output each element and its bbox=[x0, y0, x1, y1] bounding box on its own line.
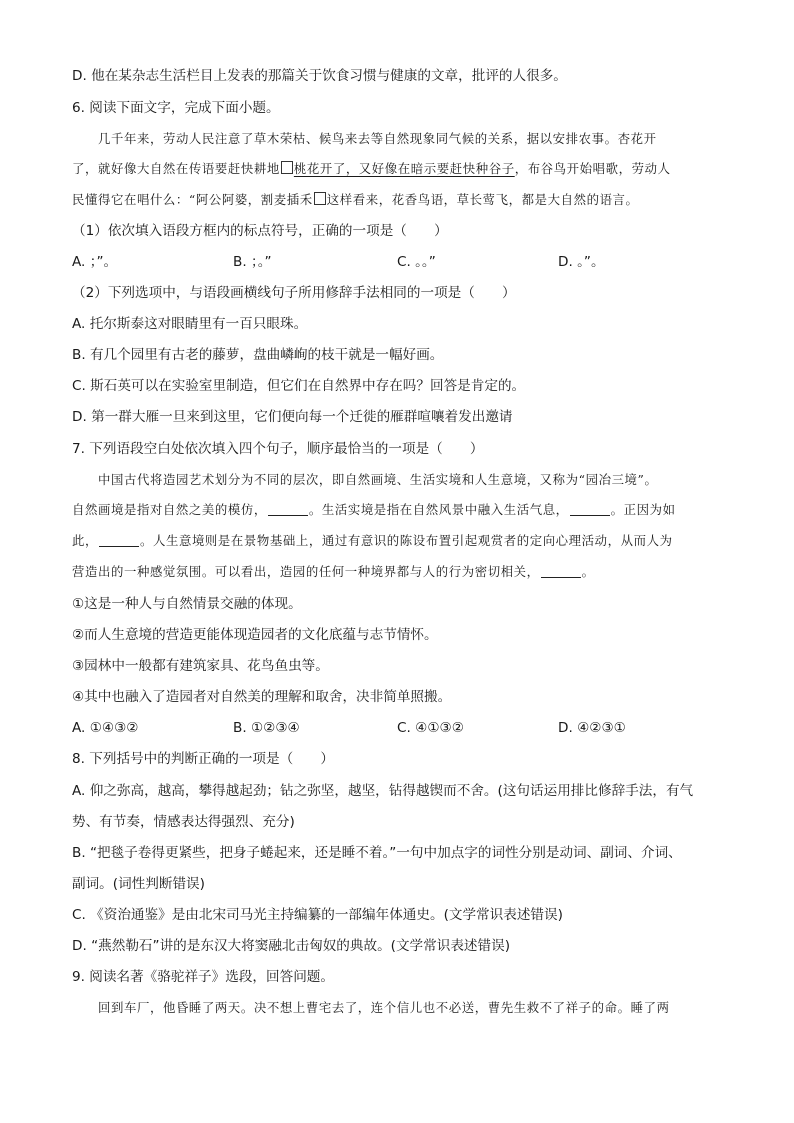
q7-passage-text: 。 bbox=[581, 564, 595, 579]
q6-passage-text: 了，就好像大自然在传语要赶快耕地 bbox=[72, 161, 280, 176]
q6-heading: 6. 阅读下面文字，完成下面小题。 bbox=[72, 100, 280, 116]
q6-passage-text: ，布谷鸟开始唱歌，劳动人 bbox=[514, 161, 671, 176]
q7-passage-text: 自然画境是指对自然之美的模仿， bbox=[72, 502, 267, 517]
q7-heading: 7. 下列语段空白处依次填入四个句子，顺序最恰当的一项是（ ） bbox=[72, 441, 484, 457]
q8-option-a-line-1[interactable]: A. 仰之弥高，越高，攀得越起劲；钻之弥坚，越坚，钻得越锲而不舍。(这句话运用排比修辞手法，有气 bbox=[72, 783, 694, 799]
q7-passage-text: 此， bbox=[72, 533, 98, 548]
q7-option-a[interactable]: A. ①④③② bbox=[72, 720, 139, 736]
q9-heading: 9. 阅读名著《骆驼祥子》选段，回答问题。 bbox=[72, 969, 334, 985]
fill-blank-2 bbox=[570, 501, 610, 516]
q6-passage-line-1: 几千年来，劳动人民注意了草木荣枯、候鸟来去等自然现象同气候的关系，据以安排农事。杏花开 bbox=[98, 131, 657, 146]
q6-sub1-option-a[interactable]: A. ；”。 bbox=[72, 254, 118, 270]
fill-blank-3 bbox=[99, 532, 139, 547]
fill-blank-4 bbox=[541, 563, 581, 578]
q7-sentence-2: ②而人生意境的营造更能体现造园者的文化底蕴与志节情怀。 bbox=[72, 627, 438, 643]
q6-sub2-option-a[interactable]: A. 托尔斯泰这对眼睛里有一百只眼珠。 bbox=[72, 316, 308, 332]
q7-option-d[interactable]: D. ④②③① bbox=[558, 720, 626, 736]
q7-passage-text: 。生活实境是指在自然风景中融入生活气息， bbox=[308, 502, 569, 517]
q6-sub1-option-b[interactable]: B. ；。” bbox=[233, 254, 272, 270]
q7-passage-text: 营造出的一种感觉氛围。可以看出，造园的任何一种境界都与人的行为密切相关， bbox=[72, 564, 540, 579]
q6-sub1-option-c[interactable]: C. 。。” bbox=[397, 254, 436, 270]
q7-passage-text: 。正因为如 bbox=[610, 502, 676, 517]
q6-sub2: （2）下列选项中，与语段画横线句子所用修辞手法相同的一项是（ ） bbox=[72, 285, 516, 301]
q8-option-a-line-2: 势、有节奏，情感表达得强烈、充分) bbox=[72, 814, 295, 830]
option-d-prev: D. 他在某杂志生活栏目上发表的那篇关于饮食习惯与健康的文章，批评的人很多。 bbox=[72, 68, 567, 84]
q7-sentence-3: ③园林中一般都有建筑家具、花鸟鱼虫等。 bbox=[72, 658, 329, 674]
q6-passage-line-2 bbox=[72, 159, 671, 179]
q6-sub2-option-c[interactable]: C. 斯石英可以在实验室里制造，但它们在自然界中存在吗？回答是肯定的。 bbox=[72, 378, 526, 394]
q8-heading: 8. 下列括号中的判断正确的一项是（ ） bbox=[72, 751, 334, 767]
punctuation-box-2 bbox=[314, 192, 326, 205]
fill-blank-1 bbox=[268, 501, 308, 516]
q6-passage-text: 民懂得它在唱什么：“阿公阿婆，割麦插禾 bbox=[72, 192, 313, 207]
q7-passage-line-4 bbox=[72, 562, 595, 582]
q6-sub1-option-d[interactable]: D. 。”。 bbox=[558, 254, 605, 270]
q7-option-c[interactable]: C. ④①③② bbox=[397, 720, 464, 736]
q6-sub1: （1）依次填入语段方框内的标点符号，正确的一项是（ ） bbox=[72, 223, 448, 239]
q8-option-c[interactable]: C. 《资治通鉴》是由北宋司马光主持编纂的一部编年体通史。(文学常识表述错误) bbox=[72, 907, 563, 923]
q8-option-b-line-2: 副词。(词性判断错误) bbox=[72, 876, 205, 892]
q7-passage-line-1: 中国古代将造园艺术划分为不同的层次，即自然画境、生活实境和人生意境，又称为“园冶三境”。 bbox=[98, 472, 658, 487]
q7-passage-text: 。人生意境则是在景物基础上，通过有意识的陈设布置引起观赏者的定向心理活动，从而人为 bbox=[139, 533, 673, 548]
q8-option-b-line-1[interactable]: B. “把毯子卷得更紧些，把身子蜷起来，还是睡不着。”一句中加点字的词性分别是动词、副词、介词、 bbox=[72, 845, 682, 861]
q8-option-d[interactable]: D. “燕然勒石”讲的是东汉大将窦融北击匈奴的典故。(文学常识表述错误) bbox=[72, 938, 511, 954]
q6-sub2-option-b[interactable]: B. 有几个园里有古老的藤萝，盘曲嶙峋的枝干就是一幅好画。 bbox=[72, 347, 444, 363]
q7-sentence-1: ①这是一种人与自然情景交融的体现。 bbox=[72, 596, 302, 612]
q7-passage-line-3 bbox=[72, 531, 673, 551]
punctuation-box-1 bbox=[281, 161, 293, 174]
underlined-sentence: 桃花开了，又好像在暗示要赶快种谷子 bbox=[293, 161, 515, 176]
q6-passage-line-3 bbox=[72, 190, 639, 210]
q6-passage-text: 这样看来，花香鸟语，草长莺飞，都是大自然的语言。 bbox=[326, 192, 639, 207]
q7-option-b[interactable]: B. ①②③④ bbox=[233, 720, 300, 736]
q9-passage-line-1: 回到车厂，他昏睡了两天。决不想上曹宅去了，连个信儿也不必送，曹先生救不了祥子的命。睡了两 bbox=[98, 1000, 670, 1015]
q6-sub2-option-d[interactable]: D. 第一群大雁一旦来到这里，它们便向每一个迁徙的雁群喧嚷着发出邀请 bbox=[72, 409, 513, 425]
q7-passage-line-2 bbox=[72, 500, 676, 520]
q7-sentence-4: ④其中也融入了造园者对自然美的理解和取舍，决非简单照搬。 bbox=[72, 689, 452, 705]
